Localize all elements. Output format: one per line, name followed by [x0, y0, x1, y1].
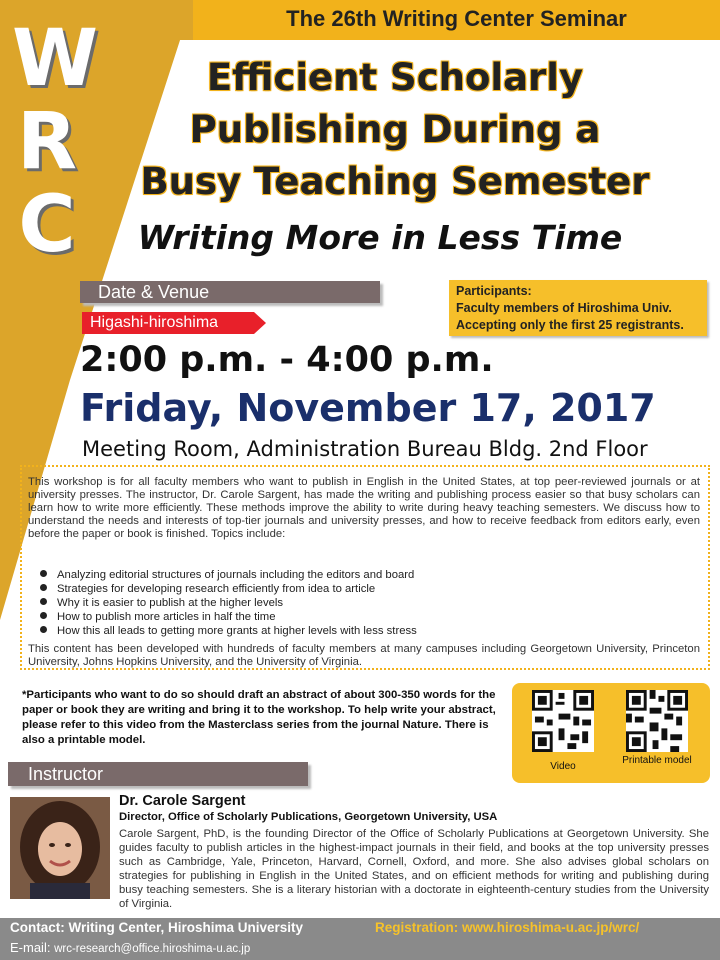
bullet-icon	[40, 584, 47, 591]
logo-letter-c: C	[18, 180, 76, 270]
topic-item: How to publish more articles in half the time	[40, 610, 276, 624]
title-line-1: Efficient Scholarly	[206, 56, 584, 99]
qr-icon	[532, 690, 594, 752]
title-line-2: Publishing During a	[189, 108, 601, 151]
printable-model-qr-label: Printable model	[622, 755, 692, 766]
printable-model-qr-code[interactable]	[626, 690, 688, 752]
bullet-icon	[40, 626, 47, 633]
event-venue: Meeting Room, Administration Bureau Bldg. 2nd Floor	[82, 437, 648, 461]
instructor-bio: Carole Sargent, PhD, is the founding Director of the Office of Scholarly Publications at Georgetown University. She guides faculty to publish articles in the highest-impact journals in their field, and books at the top university presses such as Cambridge, Yale, Princeton, Harvard, Cornell, Oxford, and more. She also advises global scholars on strategies for publishing in English in the United States, and on efficient methods for writing and publishing during busy teaching semesters. She is a literary historian with a doctorate in eighteenth-century studies from the University of Virginia.	[119, 828, 709, 910]
event-time: 2:00 p.m. - 4:00 p.m.	[80, 340, 494, 380]
topic-item: Analyzing editorial structures of journals including the editors and board	[40, 568, 414, 582]
event-date: Friday, November 17, 2017	[80, 386, 656, 430]
logo-letter-w: W	[12, 14, 99, 104]
registration-link[interactable]: Registration: www.hiroshima-u.ac.jp/wrc/	[375, 920, 640, 935]
abstract-note: *Participants who want to do so should draft an abstract of about 300-350 words for the paper or book they are writing and bring it to the workshop. To help write your abstract, please refer to this video from the Masterclass series from the journal Nature. There is also a printable model.	[22, 689, 496, 746]
instructor-label: Instructor	[28, 764, 104, 784]
instructor-name: Dr. Carole Sargent	[119, 793, 246, 809]
email-link[interactable]: wrc-research@office.hiroshima-u.ac.jp	[54, 943, 251, 955]
topic-item: How this all leads to getting more grants at higher levels with less stress	[40, 624, 417, 638]
participants-limit: Accepting only the first 25 registrants.	[456, 318, 684, 332]
participants-heading: Participants:	[456, 284, 532, 298]
instructor-title: Director, Office of Scholarly Publications, Georgetown University, USA	[119, 811, 498, 823]
instructor-photo	[10, 797, 110, 899]
contact-text: Contact: Writing Center, Hiroshima University	[10, 920, 304, 935]
campus-tag-arrow	[254, 312, 266, 334]
bullet-icon	[40, 612, 47, 619]
qr-icon	[626, 690, 688, 752]
email-line	[10, 940, 250, 955]
bullet-icon	[40, 598, 47, 605]
campus-label: Higashi-hiroshima	[90, 314, 219, 331]
subtitle: Writing More in Less Time	[137, 218, 623, 257]
seminar-banner-text: The 26th Writing Center Seminar	[286, 6, 627, 31]
participants-eligibility: Faculty members of Hiroshima Univ.	[456, 301, 672, 315]
title-line-3: Busy Teaching Semester	[140, 160, 650, 203]
bullet-icon	[40, 570, 47, 577]
video-qr-code[interactable]	[532, 690, 594, 752]
logo-letter-r: R	[16, 97, 78, 187]
description-outro: This content has been developed with hundreds of faculty members at many campuses including Georgetown University, Princeton University, Johns Hopkins University, and the University of Virginia.	[28, 643, 700, 668]
description-intro: This workshop is for all faculty members who want to publish in English in the United States, at top peer-reviewed journals or at university presses. The instructor, Dr. Carole Sargent, has made the writing and publishing process easier so that busy scholars can learn how to write more efficiently. These methods improve the ability to write during heavy teaching semesters. We discuss how to understand the needs and interests of top-tier journals and university presses, and how to receive feedback from editors early, even before the paper or book is finished. Topics include:	[28, 476, 700, 540]
video-qr-label: Video	[550, 761, 576, 772]
topic-item: Why it is easier to publish at the higher levels	[40, 596, 283, 610]
date-venue-label: Date & Venue	[98, 282, 210, 302]
email-label: E-mail:	[10, 940, 51, 955]
topic-item: Strategies for developing research efficiently from idea to article	[40, 582, 375, 596]
